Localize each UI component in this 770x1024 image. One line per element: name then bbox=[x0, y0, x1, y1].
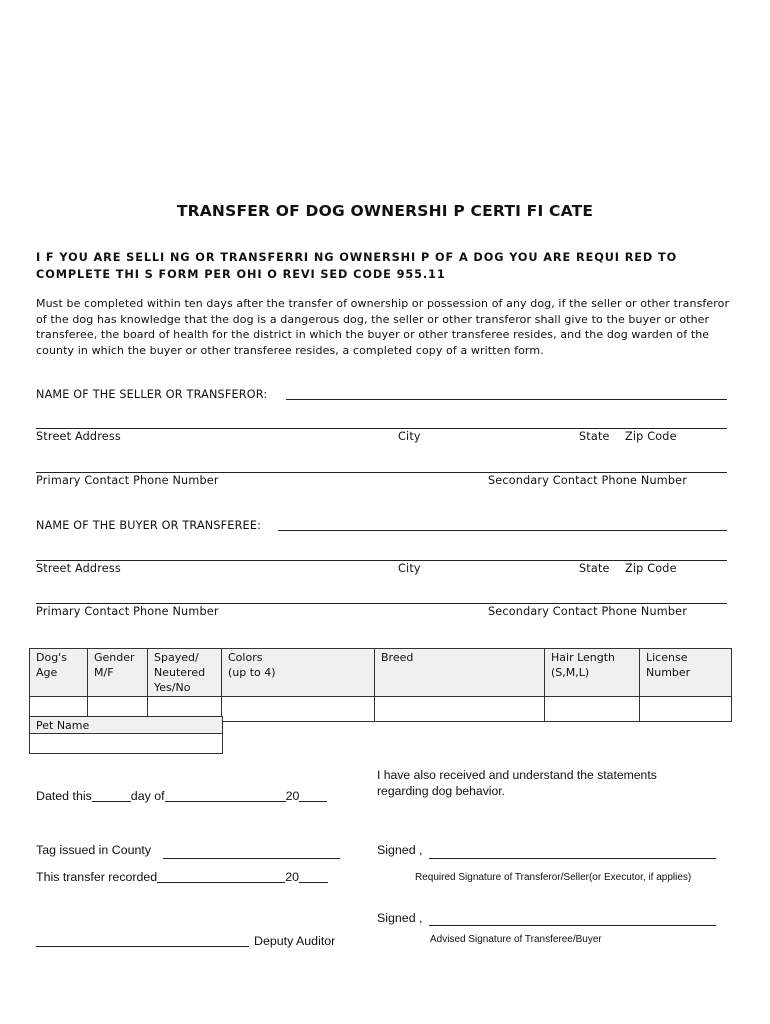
seller-signature-field[interactable] bbox=[429, 858, 716, 859]
buyer-zip-label: Zip Code bbox=[625, 562, 677, 575]
col-dog-age: Dog's Age bbox=[30, 649, 88, 697]
seller-primary-phone-label: Primary Contact Phone Number bbox=[36, 474, 219, 487]
dated-row bbox=[36, 789, 327, 803]
tag-issued-label: Tag issued in County bbox=[36, 843, 152, 857]
pet-name-cell[interactable] bbox=[30, 734, 223, 754]
warning-line-2: COMPLETE THI S FORM PER OHI O REVI SED CODE 955.11 bbox=[36, 268, 446, 281]
colors-cell[interactable] bbox=[222, 697, 375, 722]
seller-address-field[interactable] bbox=[36, 428, 727, 429]
year-field[interactable] bbox=[299, 801, 327, 802]
warning-line-1: I F YOU ARE SELLI NG OR TRANSFERRI NG OWNERSHI P OF A DOG YOU ARE REQUI RED TO bbox=[36, 251, 678, 264]
seller-city-label: City bbox=[398, 430, 421, 443]
deputy-auditor-label: Deputy Auditor bbox=[254, 934, 336, 948]
tag-county-field[interactable] bbox=[163, 858, 340, 859]
month-field[interactable] bbox=[165, 801, 286, 802]
seller-signed-label: Signed , bbox=[377, 843, 423, 857]
seller-phone-field[interactable] bbox=[36, 472, 727, 473]
statement-line-2: regarding dog behavior. bbox=[377, 784, 506, 798]
buyer-address-field[interactable] bbox=[36, 560, 727, 561]
seller-secondary-phone-label: Secondary Contact Phone Number bbox=[488, 474, 688, 487]
license-cell[interactable] bbox=[640, 697, 732, 722]
buyer-secondary-phone-label: Secondary Contact Phone Number bbox=[488, 605, 688, 618]
form-title: TRANSFER OF DOG OWNERSHI P CERTI FI CATE bbox=[176, 202, 594, 220]
dated-mid: day of bbox=[130, 789, 165, 803]
buyer-signed-label: Signed , bbox=[377, 911, 423, 925]
recorded-year-prefix: 20 bbox=[285, 870, 299, 884]
col-license: License Number bbox=[640, 649, 732, 697]
seller-name-label: NAME OF THE SELLER OR TRANSFEROR: bbox=[36, 388, 268, 401]
recorded-date-field[interactable] bbox=[157, 882, 285, 883]
col-hair-length: Hair Length (S,M,L) bbox=[545, 649, 640, 697]
breed-cell[interactable] bbox=[375, 697, 545, 722]
buyer-name-label: NAME OF THE BUYER OR TRANSFEREE: bbox=[36, 519, 262, 532]
dog-table-header-row bbox=[30, 649, 732, 697]
recorded-year-field[interactable] bbox=[299, 882, 328, 883]
buyer-street-label: Street Address bbox=[36, 562, 121, 575]
seller-state-label: State bbox=[579, 430, 610, 443]
seller-zip-label: Zip Code bbox=[625, 430, 677, 443]
col-breed: Breed bbox=[375, 649, 545, 697]
recorded-prefix: This transfer recorded bbox=[36, 870, 158, 884]
seller-street-label: Street Address bbox=[36, 430, 121, 443]
seller-signature-note: Required Signature of Transferor/Seller(or Executor, if applies) bbox=[415, 872, 692, 883]
statement-line-1: I have also received and understand the statements bbox=[377, 768, 657, 782]
buyer-signature-field[interactable] bbox=[429, 925, 716, 926]
buyer-signature-note: Advised Signature of Transferee/Buyer bbox=[430, 934, 602, 945]
buyer-city-label: City bbox=[398, 562, 421, 575]
buyer-phone-field[interactable] bbox=[36, 603, 727, 604]
instructions-paragraph: Must be completed within ten days after the transfer of ownership or possession of any dog, if the seller or other transferor of the dog has knowledge that the dog is a dangerous dog, the seller or other transferor shall give to the buyer or other transferee, the board of health for the district in which the buyer or other transferee resides, and the dog warden of the county in which the buyer or other transferee resides, a completed copy of a written form. bbox=[36, 297, 730, 357]
pet-name-table bbox=[29, 716, 223, 754]
buyer-primary-phone-label: Primary Contact Phone Number bbox=[36, 605, 219, 618]
buyer-name-field[interactable] bbox=[278, 530, 727, 531]
col-gender: Gender M/F bbox=[88, 649, 148, 697]
pet-name-label: Pet Name bbox=[30, 717, 223, 734]
dog-info-table bbox=[29, 648, 732, 722]
dated-prefix: Dated this bbox=[36, 789, 92, 803]
deputy-auditor-field[interactable] bbox=[36, 946, 249, 947]
buyer-state-label: State bbox=[579, 562, 610, 575]
recorded-row bbox=[36, 870, 328, 884]
seller-name-field[interactable] bbox=[286, 399, 727, 400]
dated-year-prefix: 20 bbox=[285, 789, 300, 803]
col-colors: Colors (up to 4) bbox=[222, 649, 375, 697]
col-spayed: Spayed/ Neutered Yes/No bbox=[148, 649, 222, 697]
hair-length-cell[interactable] bbox=[545, 697, 640, 722]
day-field[interactable] bbox=[92, 801, 131, 802]
